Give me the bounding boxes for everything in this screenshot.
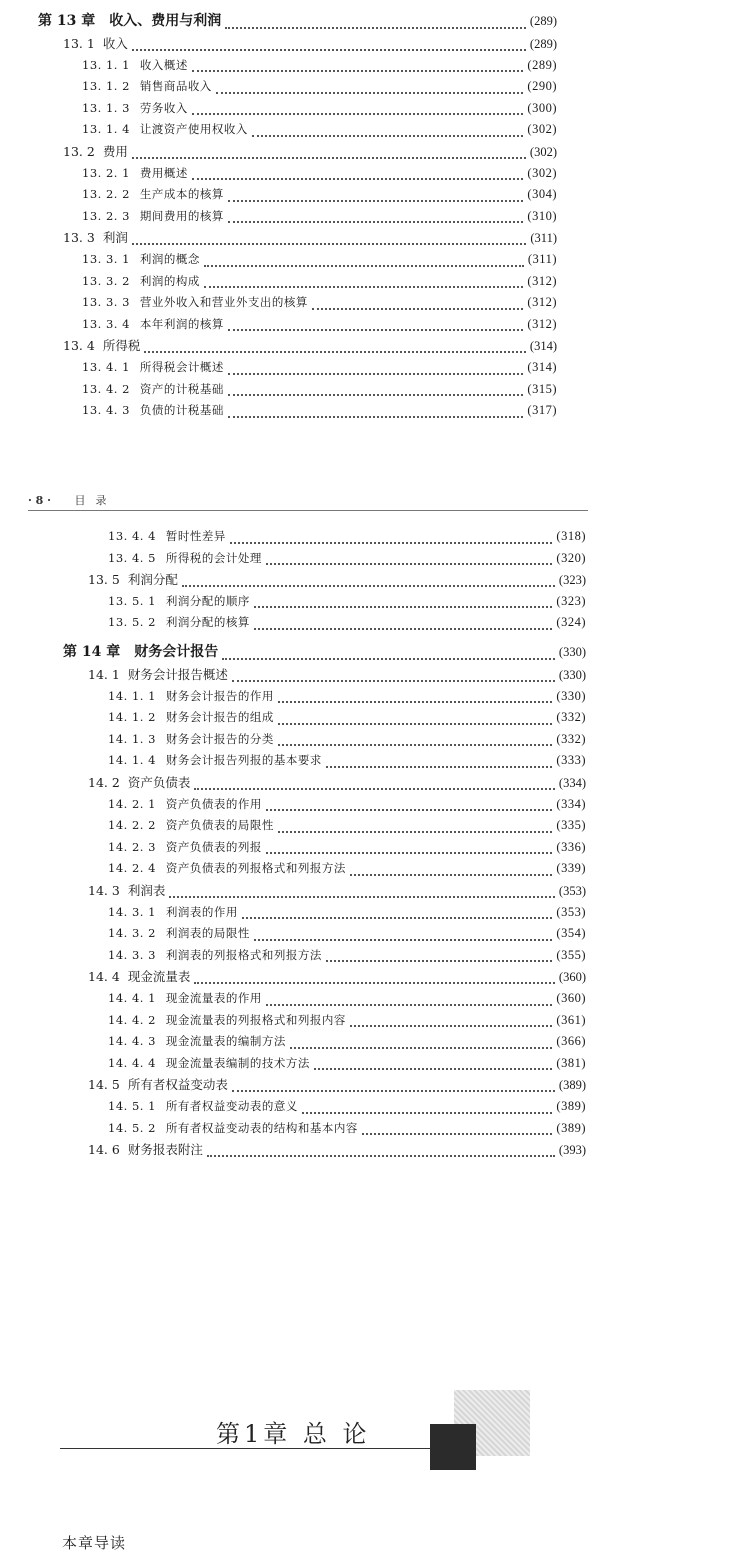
toc-entry-number: 14. 3 [88, 883, 120, 898]
toc-entry-page: (355) [556, 947, 586, 962]
toc-subsection-row [108, 815, 586, 836]
toc-entry-page: (389) [558, 1078, 586, 1093]
toc-entry-page: (381) [556, 1055, 586, 1070]
toc-leader-dots [132, 231, 527, 245]
toc-entry-page: (300) [527, 100, 557, 115]
toc-entry-number: 13. 2. 3 [82, 208, 130, 223]
toc-subsection-row [108, 750, 586, 771]
toc-subsection-row [108, 1118, 586, 1139]
toc-entry-number: 13. 5. 2 [108, 615, 156, 630]
toc-leader-dots [350, 1013, 553, 1027]
toc-subsection-row [82, 184, 557, 205]
toc-entry-page: (323) [556, 593, 586, 608]
toc-entry-title: 财务会计报告列报的基本要求 [165, 753, 322, 768]
toc-entry-title: 收入概述 [139, 57, 188, 72]
toc-leader-dots [326, 754, 553, 768]
toc-leader-dots [216, 80, 524, 94]
toc-entry-title: 销售商品收入 [139, 79, 212, 94]
toc-entry-number: 13. 5 [88, 572, 120, 588]
toc-entry-title: 资产的计税基础 [139, 381, 224, 396]
toc-entry-page: (302) [529, 145, 557, 159]
toc-entry-title: 现金流量表的作用 [165, 991, 262, 1005]
toc-entry-page: (323) [558, 573, 586, 588]
toc-section-row [88, 664, 586, 685]
toc-entry-page: (289) [529, 14, 557, 28]
toc-leader-dots [194, 970, 555, 984]
toc-section-row [88, 966, 586, 987]
toc-entry-number: 14. 3. 3 [108, 947, 156, 962]
toc-subsection-row [108, 591, 586, 612]
toc-leader-dots [232, 1078, 555, 1092]
toc-entry-page: (312) [527, 273, 557, 288]
toc-entry-title: 现金流量表 [127, 969, 191, 985]
toc-subsection-row [82, 379, 557, 400]
toc-subsection-row [82, 98, 557, 119]
toc-subsection-row [82, 119, 557, 140]
toc-entry-page: (302) [527, 165, 557, 180]
toc-entry-number: 14. 6 [88, 1142, 120, 1158]
toc-entry-number: 14. 2. 1 [108, 796, 156, 811]
toc-leader-dots [350, 862, 553, 876]
toc-subsection-row [108, 1096, 586, 1117]
toc-entry-title: 财务报表附注 [127, 1142, 203, 1158]
toc-leader-dots [254, 927, 553, 941]
toc-leader-dots [228, 382, 524, 396]
toc-entry-number: 14. 1 [88, 667, 120, 682]
toc-entry-number: 14. 4. 3 [108, 1034, 156, 1049]
toc-subsection-row [82, 271, 557, 292]
toc-entry-title: 所得税会计概述 [139, 360, 224, 374]
toc-entry-page: (317) [527, 403, 557, 418]
toc-entry-page: (311) [530, 231, 557, 246]
toc-subsection-row [108, 923, 586, 944]
toc-entry-page: (320) [556, 550, 586, 565]
toc-subsection-row [82, 206, 557, 227]
toc-leader-dots [192, 58, 524, 72]
chapter-intro-label: 本章导读 [62, 1534, 127, 1552]
toc-entry-page: (389) [556, 1120, 586, 1135]
toc-entry-title: 利润分配 [127, 572, 178, 588]
toc-entry-page: (330) [558, 645, 586, 659]
toc-leader-dots [228, 209, 524, 223]
toc-leader-dots [182, 573, 555, 587]
toc-entry-title: 资产负债表的列报 [165, 839, 262, 854]
toc-chapter-row [63, 642, 586, 663]
toc-subsection-row [108, 548, 586, 569]
toc-entry-number: 13. 4. 5 [108, 550, 156, 565]
toc-entry-number: 13. 5. 1 [108, 593, 156, 608]
running-header [28, 492, 588, 511]
decorative-dark-block [430, 1424, 476, 1470]
toc-entry-title: 让渡资产使用权收入 [139, 122, 248, 137]
toc-leader-dots [254, 594, 553, 608]
toc-entry-page: (366) [556, 1034, 586, 1049]
toc-entry-title: 期间费用的核算 [139, 208, 224, 223]
toc-subsection-row [108, 988, 586, 1009]
toc-entry-number: 13. 1. 1 [82, 57, 130, 72]
toc-section-row [63, 227, 557, 248]
toc-entry-title: 现金流量表的列报格式和列报内容 [165, 1012, 346, 1027]
toc-entry-number: 13. 2 [63, 144, 95, 159]
toc-entry-page: (353) [556, 904, 586, 919]
toc-entry-title: 利润 [102, 230, 128, 246]
toc-leader-dots [254, 616, 553, 630]
toc-entry-page: (353) [558, 884, 586, 898]
toc-leader-dots [194, 776, 555, 790]
toc-chapter-row [38, 11, 557, 32]
toc-subsection-row [108, 945, 586, 966]
toc-entry-number: 13. 3. 4 [82, 316, 130, 331]
toc-entry-page: (314) [527, 360, 557, 374]
toc-leader-dots [228, 404, 524, 418]
toc-subsection-row [108, 686, 586, 707]
toc-entry-number: 14. 1. 2 [108, 710, 156, 725]
toc-entry-page: (354) [556, 926, 586, 941]
toc-entry-number: 14. 2 [88, 775, 120, 790]
toc-section-row [88, 569, 586, 590]
toc-leader-dots [204, 253, 524, 267]
toc-entry-title: 利润表 [127, 883, 166, 898]
toc-entry-page: (310) [527, 208, 557, 223]
toc-entry-title: 利润表的局限性 [165, 926, 250, 941]
toc-entry-title: 财务会计报告概述 [127, 667, 228, 682]
toc-entry-page: (318) [556, 529, 586, 543]
toc-leader-dots [228, 188, 524, 202]
toc-entry-page: (361) [556, 1012, 586, 1027]
toc-subsection-row [108, 794, 586, 815]
toc-section-row [88, 1139, 586, 1160]
toc-entry-page: (314) [529, 339, 557, 354]
toc-leader-dots [266, 797, 553, 811]
toc-entry-number: 14. 4. 2 [108, 1012, 156, 1027]
toc-entry-page: (330) [558, 668, 586, 682]
toc-leader-dots [266, 840, 553, 854]
toc-leader-dots [362, 1121, 553, 1135]
toc-leader-dots [314, 1056, 553, 1070]
page-number: · 8 · [28, 494, 51, 507]
toc-entry-number: 14. 3. 2 [108, 926, 156, 941]
toc-entry-page: (324) [556, 615, 586, 630]
toc-entry-title: 利润分配的顺序 [165, 593, 250, 608]
toc-entry-title: 财务会计报告的作用 [165, 688, 274, 703]
toc-entry-number: 14. 5. 2 [108, 1120, 156, 1135]
toc-entry-title: 资产负债表的列报格式和列报方法 [165, 861, 346, 876]
toc-section-row [88, 1074, 586, 1095]
toc-leader-dots [266, 992, 553, 1006]
toc-entry-title: 负债的计税基础 [139, 403, 224, 418]
chapter-title: 第1章 总 论 [216, 1420, 371, 1448]
toc-subsection-row [82, 76, 557, 97]
toc-subsection-row [82, 400, 557, 421]
toc-leader-dots [225, 15, 526, 29]
toc-entry-number: 13. 3. 3 [82, 295, 130, 310]
toc-entry-number: 13. 4. 3 [82, 403, 130, 418]
toc-subsection-row [108, 612, 586, 633]
toc-entry-page: (333) [556, 753, 586, 768]
toc-entry-title: 利润分配的核算 [165, 615, 250, 630]
toc-leader-dots [222, 646, 555, 660]
toc-entry-page: (334) [556, 796, 586, 811]
toc-entry-title: 费用概述 [139, 165, 188, 180]
toc-entry-page: (312) [527, 316, 557, 331]
toc-entry-number: 13. 3. 1 [82, 252, 130, 266]
toc-leader-dots [252, 123, 524, 137]
toc-entry-page: (339) [556, 861, 586, 876]
toc-leader-dots [169, 884, 555, 898]
toc-entry-title: 暂时性差异 [165, 529, 226, 543]
toc-entry-title: 收入、费用与利润 [109, 13, 222, 29]
toc-entry-page: (290) [527, 79, 557, 94]
toc-entry-page: (332) [556, 710, 586, 725]
toc-entry-page: (336) [556, 839, 586, 854]
toc-section-row [88, 772, 586, 793]
toc-entry-number: 14. 1. 1 [108, 688, 156, 703]
toc-entry-number: 14. 4. 4 [108, 1055, 156, 1070]
toc-entry-number: 14. 2. 2 [108, 818, 156, 833]
toc-subsection-row [82, 314, 557, 335]
toc-leader-dots [242, 905, 553, 919]
toc-entry-number: 13. 3. 2 [82, 273, 130, 288]
toc-entry-title: 财务会计报告 [134, 644, 219, 660]
toc-entry-number: 13. 4. 4 [108, 529, 156, 543]
toc-leader-dots [192, 101, 524, 115]
toc-entry-number: 13. 4. 2 [82, 381, 130, 396]
toc-subsection-row [108, 858, 586, 879]
toc-entry-number: 13. 4. 1 [82, 360, 130, 374]
toc-entry-title: 费用 [102, 144, 128, 159]
toc-entry-title: 劳务收入 [139, 100, 188, 115]
toc-entry-title: 所得税 [102, 338, 141, 354]
toc-leader-dots [132, 37, 526, 51]
toc-leader-dots [132, 145, 526, 159]
toc-leader-dots [204, 274, 524, 288]
toc-entry-page: (334) [558, 776, 586, 790]
toc-leader-dots [228, 361, 524, 375]
running-header-label: 目录 [74, 494, 117, 507]
toc-subsection-row [108, 526, 586, 547]
toc-entry-page: (289) [529, 37, 557, 51]
toc-entry-title: 现金流量表编制的技术方法 [165, 1055, 310, 1070]
toc-entry-page: (330) [556, 688, 586, 703]
toc-entry-title: 所得税的会计处理 [165, 550, 262, 565]
toc-leader-dots [278, 689, 553, 703]
toc-entry-title: 资产负债表的作用 [165, 796, 262, 811]
toc-subsection-row [108, 1010, 586, 1031]
toc-entry-title: 所有者权益变动表的结构和基本内容 [165, 1120, 358, 1135]
toc-entry-title: 利润表的作用 [165, 904, 238, 919]
toc-leader-dots [278, 732, 553, 746]
toc-entry-page: (315) [527, 381, 557, 396]
toc-entry-page: (302) [527, 122, 557, 137]
toc-leader-dots [232, 668, 555, 682]
toc-entry-page: (332) [556, 731, 586, 746]
toc-subsection-row [108, 729, 586, 750]
toc-entry-number: 14. 3. 1 [108, 904, 156, 919]
toc-entry-page: (304) [527, 187, 557, 202]
toc-entry-title: 财务会计报告的分类 [165, 731, 274, 746]
toc-subsection-row [82, 163, 557, 184]
toc-entry-number: 14. 2. 4 [108, 861, 156, 876]
toc-entry-title: 收入 [102, 36, 128, 51]
toc-entry-title: 生产成本的核算 [139, 187, 224, 202]
toc-entry-title: 本年利润的核算 [139, 316, 224, 331]
toc-entry-number: 13. 1. 4 [82, 122, 130, 137]
toc-entry-number: 13. 2. 1 [82, 165, 130, 180]
toc-leader-dots [290, 1035, 553, 1049]
toc-entry-title: 财务会计报告的组成 [165, 710, 274, 725]
toc-subsection-row [82, 292, 557, 313]
toc-entry-title: 所有者权益变动表的意义 [165, 1099, 298, 1113]
toc-leader-dots [266, 551, 553, 565]
toc-entry-number: 13. 4 [63, 338, 95, 354]
toc-entry-page: (360) [556, 991, 586, 1005]
toc-entry-page: (312) [527, 295, 557, 310]
toc-entry-page: (289) [527, 57, 557, 72]
toc-entry-number: 14. 4 [88, 969, 120, 985]
toc-entry-number: 13. 1 [63, 36, 95, 51]
toc-entry-number: 13. 1. 3 [82, 100, 130, 115]
toc-entry-title: 资产负债表 [127, 775, 191, 790]
toc-subsection-row [108, 837, 586, 858]
toc-subsection-row [108, 707, 586, 728]
toc-entry-page: (393) [558, 1143, 586, 1158]
toc-leader-dots [230, 530, 553, 544]
toc-leader-dots [312, 296, 524, 310]
toc-subsection-row [82, 249, 557, 270]
toc-entry-title: 营业外收入和营业外支出的核算 [139, 295, 308, 310]
toc-entry-number: 14. 4. 1 [108, 991, 156, 1005]
toc-entry-page: (335) [556, 818, 586, 833]
toc-section-row [63, 141, 557, 162]
toc-entry-page: (389) [556, 1099, 586, 1113]
toc-entry-page: (360) [558, 970, 586, 985]
toc-leader-dots [228, 317, 524, 331]
toc-leader-dots [192, 166, 524, 180]
chapter-rule [60, 1448, 430, 1449]
toc-entry-page: (311) [527, 252, 557, 266]
toc-entry-number: 14. 2. 3 [108, 839, 156, 854]
toc-entry-number: 13. 3 [63, 230, 95, 246]
toc-section-row [63, 33, 557, 54]
toc-section-row [63, 335, 557, 356]
toc-entry-title: 所有者权益变动表 [127, 1077, 228, 1093]
toc-entry-number: 13. 1. 2 [82, 79, 130, 94]
toc-leader-dots [207, 1143, 555, 1157]
toc-subsection-row [82, 357, 557, 378]
toc-entry-number: 14. 5 [88, 1077, 120, 1093]
toc-entry-title: 利润的概念 [139, 252, 200, 266]
toc-subsection-row [108, 902, 586, 923]
chapter-banner [60, 1390, 540, 1480]
toc-section-row [88, 880, 586, 901]
toc-leader-dots [144, 339, 526, 353]
toc-leader-dots [326, 948, 553, 962]
toc-entry-title: 利润表的列报格式和列报方法 [165, 947, 322, 962]
toc-entry-number: 14. 1. 3 [108, 731, 156, 746]
toc-entry-number: 14. 5. 1 [108, 1099, 156, 1113]
toc-entry-number: 第 14 章 [63, 644, 121, 660]
toc-entry-number: 13. 2. 2 [82, 187, 130, 202]
toc-leader-dots [278, 711, 553, 725]
toc-entry-title: 资产负债表的局限性 [165, 818, 274, 833]
toc-entry-number: 第 13 章 [38, 13, 96, 29]
toc-leader-dots [278, 819, 553, 833]
toc-entry-title: 现金流量表的编制方法 [165, 1034, 286, 1049]
toc-leader-dots [302, 1100, 553, 1114]
toc-entry-title: 利润的构成 [139, 273, 200, 288]
toc-subsection-row [108, 1031, 586, 1052]
toc-subsection-row [108, 1053, 586, 1074]
toc-entry-number: 14. 1. 4 [108, 753, 156, 768]
toc-subsection-row [82, 55, 557, 76]
